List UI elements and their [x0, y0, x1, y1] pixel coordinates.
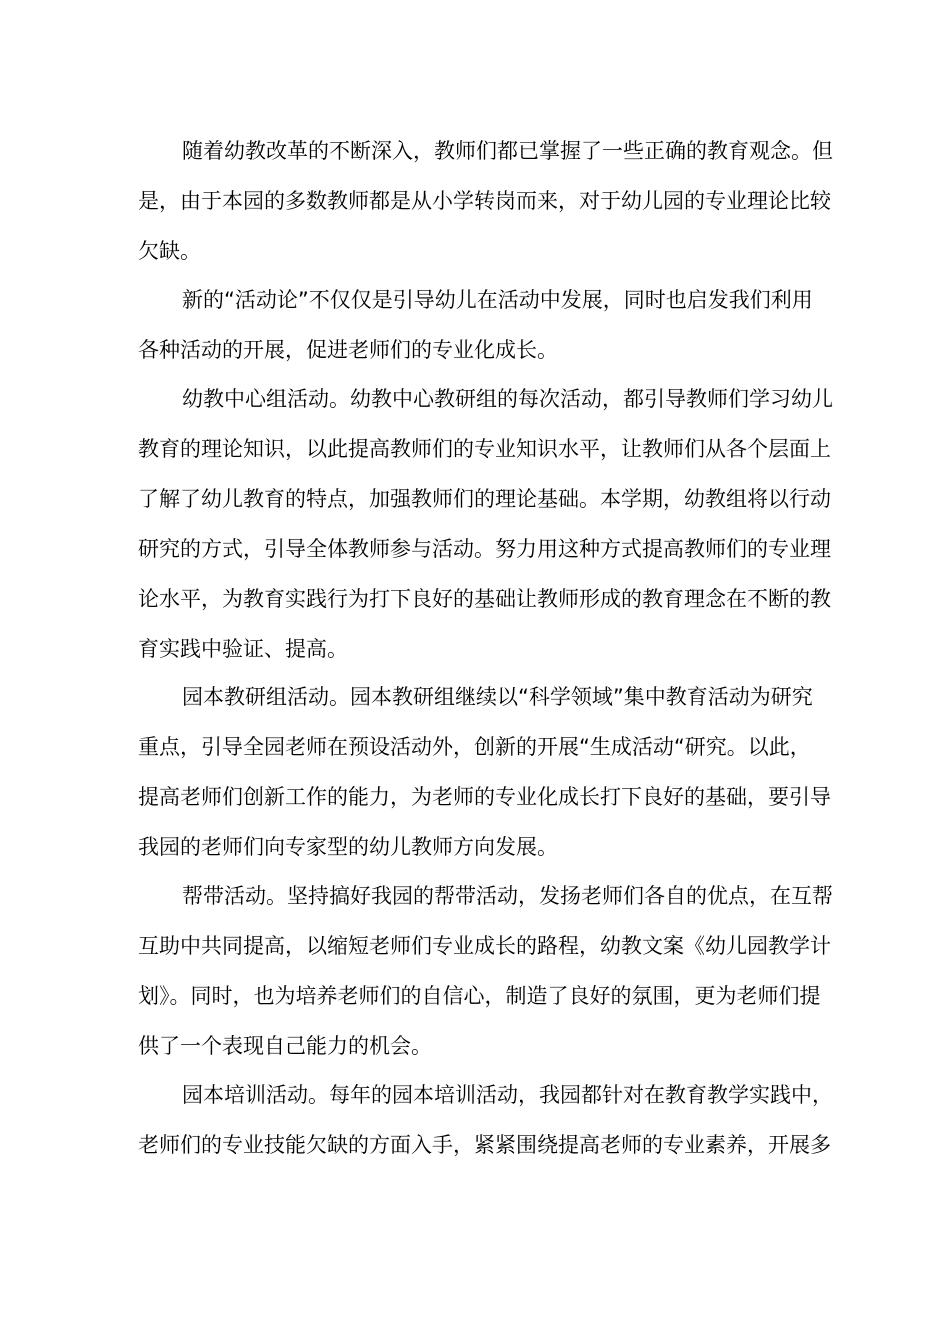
- text-line: 园本培训活动。每年的园本培训活动，我园都针对在教育教学实践中，: [182, 1083, 833, 1107]
- text-line: 帮带活动。坚持搞好我园的帮带活动，发扬老师们各自的优点，在互帮: [182, 884, 833, 908]
- text-line: 新的“活动论”不仅仅是引导幼儿在活动中发展，同时也启发我们利用: [182, 288, 813, 312]
- text-line: 教育的理论知识，以此提高教师们的专业知识水平，让教师们从各个层面上: [138, 437, 831, 461]
- paragraph-4: [138, 672, 831, 872]
- paragraph-1: [138, 126, 833, 276]
- text-line: 提高老师们创新工作的能力，为老师的专业化成长打下良好的基础，要引导: [138, 785, 831, 809]
- text-line: 重点，引导全园老师在预设活动外，创新的开展“生成活动“研究。以此，: [138, 735, 811, 759]
- text-line: 研究的方式，引导全体教师参与活动。努力用这种方式提高教师们的专业理: [138, 537, 831, 561]
- paragraph-3: [138, 374, 833, 674]
- paragraph-6: [138, 1070, 833, 1170]
- text-line: 幼教中心组活动。幼教中心教研组的每次活动，都引导教师们学习幼儿: [182, 387, 833, 411]
- paragraph-5: [138, 871, 833, 1071]
- text-line: 老师们的专业技能欠缺的方面入手，紧紧围绕提高老师的专业素养，开展多: [138, 1133, 831, 1157]
- text-line: 随着幼教改革的不断深入，教师们都已掌握了一些正确的教育观念。但: [182, 139, 833, 163]
- paragraph-2: [138, 275, 818, 375]
- text-line: 供了一个表现自己能力的机会。: [138, 1034, 432, 1058]
- text-line: 各种活动的开展，促进老师们的专业化成长。: [138, 338, 558, 362]
- text-line: 是，由于本园的多数教师都是从小学转岗而来，对于幼儿园的专业理论比较: [138, 189, 831, 213]
- text-line: 欠缺。: [138, 239, 201, 263]
- text-line: 互助中共同提高，以缩短老师们专业成长的路程，幼教文案《幼儿园教学计: [138, 934, 831, 958]
- text-line: 我园的老师们向专家型的幼儿教师方向发展。: [138, 835, 558, 859]
- text-line: 园本教研组活动。园本教研组继续以“科学领域”集中教育活动为研究: [182, 685, 813, 709]
- text-line: 育实践中验证、提高。: [138, 637, 348, 661]
- text-line: 划》。同时，也为培养老师们的自信心，制造了良好的氛围，更为老师们提: [138, 984, 821, 1008]
- text-line: 论水平，为教育实践行为打下良好的基础让教师形成的教育理念在不断的教: [138, 587, 831, 611]
- text-line: 了解了幼儿教育的特点，加强教师们的理论基础。本学期，幼教组将以行动: [138, 487, 831, 511]
